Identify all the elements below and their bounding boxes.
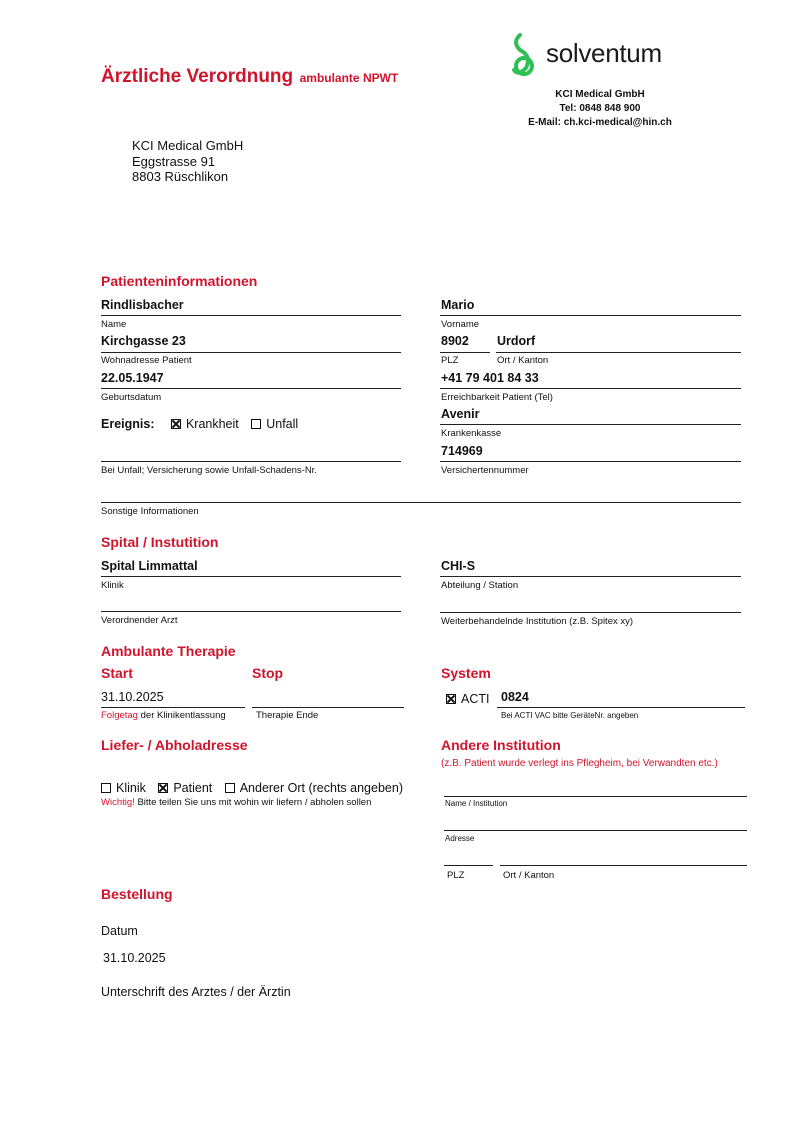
divider (440, 315, 741, 316)
checkbox-klinik[interactable] (101, 783, 111, 793)
divider (444, 796, 747, 797)
divider (440, 388, 741, 389)
address-line: KCI Medical GmbH (132, 138, 244, 153)
address-line: 8803 Rüschlikon (132, 169, 229, 184)
andere-ort-label: Ort / Kanton (503, 870, 555, 881)
signature-label: Unterschrift des Arztes / der Ärztin (101, 985, 291, 999)
checkbox-acti[interactable] (446, 694, 456, 704)
title-sub: ambulante NPWT (299, 71, 399, 85)
insurer-value[interactable]: Avenir (441, 407, 480, 421)
stop-heading: Stop (252, 665, 284, 681)
divider (101, 576, 401, 577)
divider (440, 576, 741, 577)
divider (440, 612, 741, 613)
company-email: E-Mail: ch.kci-medical@hin.ch (528, 117, 672, 128)
option-krankheit-label: Krankheit (185, 417, 239, 431)
divider (101, 352, 401, 353)
patient-vorname-label: Vorname (441, 319, 480, 330)
patient-vorname-value[interactable]: Mario (441, 298, 475, 312)
divider (496, 352, 741, 353)
patient-phone-label: Erreichbarkeit Patient (Tel) (441, 392, 553, 403)
folgetag-word: Folgetag (101, 710, 138, 721)
divider (101, 611, 401, 612)
acti-hint: Bei ACTI VAC bitte GeräteNr. angeben (501, 711, 639, 720)
member-number-label: Versichertennummer (441, 465, 529, 476)
patient-ort-value[interactable]: Urdorf (497, 334, 536, 348)
patient-phone-value[interactable]: +41 79 401 84 33 (441, 371, 539, 385)
divider (444, 830, 747, 831)
start-heading: Start (101, 665, 133, 681)
divider (101, 388, 401, 389)
event-selection (101, 415, 306, 433)
abteilung-label: Abteilung / Station (441, 580, 519, 591)
acti-label: ACTI (461, 692, 490, 706)
member-number-value[interactable]: 714969 (441, 444, 483, 458)
wichtig-word: Wichtig! (101, 797, 135, 808)
datum-label: Datum (101, 924, 138, 938)
patient-plz-value[interactable]: 8902 (441, 334, 469, 348)
event-label: Ereignis: (101, 417, 155, 431)
option-patient-label: Patient (173, 781, 213, 795)
andere-hint: (z.B. Patient wurde verlegt ins Pflegheim, bei Verwandten etc.) (441, 758, 718, 769)
logo-s-icon (508, 32, 542, 80)
andere-name-label: Name / Institution (445, 799, 508, 808)
option-unfall-label: Unfall (266, 417, 299, 431)
klinik-value[interactable]: Spital Limmattal (101, 559, 198, 573)
divider (252, 707, 404, 708)
company-name: KCI Medical GmbH (555, 89, 645, 100)
divider (497, 707, 745, 708)
arzt-label: Verordnender Arzt (101, 615, 178, 626)
patient-ort-label: Ort / Kanton (497, 355, 549, 366)
checkbox-anderer-ort[interactable] (225, 783, 235, 793)
patient-address-value[interactable]: Kirchgasse 23 (101, 334, 186, 348)
section-patient: Patienteninformationen (101, 273, 258, 289)
patient-dob-label: Geburtsdatum (101, 392, 162, 403)
address-line: Eggstrasse 91 (132, 153, 216, 169)
solventum-logo (508, 32, 542, 85)
patient-address-label: Wohnadresse Patient (101, 355, 192, 366)
andere-adresse-label: Adresse (445, 834, 475, 843)
insurer-label: Krankenkasse (441, 428, 502, 439)
system-heading: System (441, 665, 491, 681)
andere-plz-label: PLZ (447, 870, 465, 881)
section-andere: Andere Institution (441, 737, 561, 753)
company-tel: Tel: 0848 848 900 (559, 103, 641, 114)
abteilung-value[interactable]: CHI-S (441, 559, 476, 573)
patient-name-label: Name (101, 319, 127, 330)
divider (101, 315, 401, 316)
acti-number-value[interactable]: 0824 (501, 690, 529, 704)
klinik-label: Klinik (101, 580, 124, 591)
section-liefer: Liefer- / Abholadresse (101, 737, 248, 753)
wichtig-note (101, 797, 371, 808)
company-info (510, 88, 690, 130)
start-date-value[interactable]: 31.10.2025 (101, 690, 164, 704)
document-title (101, 66, 398, 88)
title-main: Ärztliche Verordnung (101, 66, 294, 87)
option-klinik-label: Klinik (116, 781, 146, 795)
other-info-label: Sonstige Informationen (101, 506, 199, 517)
divider (101, 707, 245, 708)
patient-plz-label: PLZ (441, 355, 459, 366)
folgetag-rest: der Klinikentlassung (140, 710, 226, 721)
option-anderer-ort-label: Anderer Ort (rechts angeben) (239, 781, 403, 795)
patient-name-value[interactable]: Rindlisbacher (101, 298, 184, 312)
folgetag-label (101, 710, 226, 721)
divider (101, 502, 741, 503)
recipient-address (132, 138, 243, 185)
divider (500, 865, 747, 866)
section-therapie: Ambulante Therapie (101, 643, 236, 659)
unfall-insurance-label: Bei Unfall; Versicherung sowie Unfall-Schadens-Nr. (101, 465, 317, 476)
section-spital: Spital / Instutition (101, 534, 219, 550)
checkbox-unfall[interactable] (251, 419, 261, 429)
divider (101, 461, 401, 462)
divider (444, 865, 493, 866)
wichtig-text: Bitte teilen Sie uns mit wohin wir liefern / abholen sollen (137, 797, 372, 808)
divider (440, 461, 741, 462)
datum-value[interactable]: 31.10.2025 (103, 951, 166, 965)
divider (440, 424, 741, 425)
acti-option (446, 690, 489, 708)
checkbox-patient[interactable] (158, 783, 168, 793)
patient-dob-value[interactable]: 22.05.1947 (101, 371, 164, 385)
therapie-ende-label: Therapie Ende (256, 710, 319, 721)
institution-label: Weiterbehandelnde Institution (z.B. Spitex xy) (441, 616, 634, 627)
liefer-options (101, 779, 411, 797)
section-bestellung: Bestellung (101, 886, 173, 902)
checkbox-krankheit[interactable] (171, 419, 181, 429)
divider (440, 352, 490, 353)
logo-text: solventum (546, 38, 662, 68)
